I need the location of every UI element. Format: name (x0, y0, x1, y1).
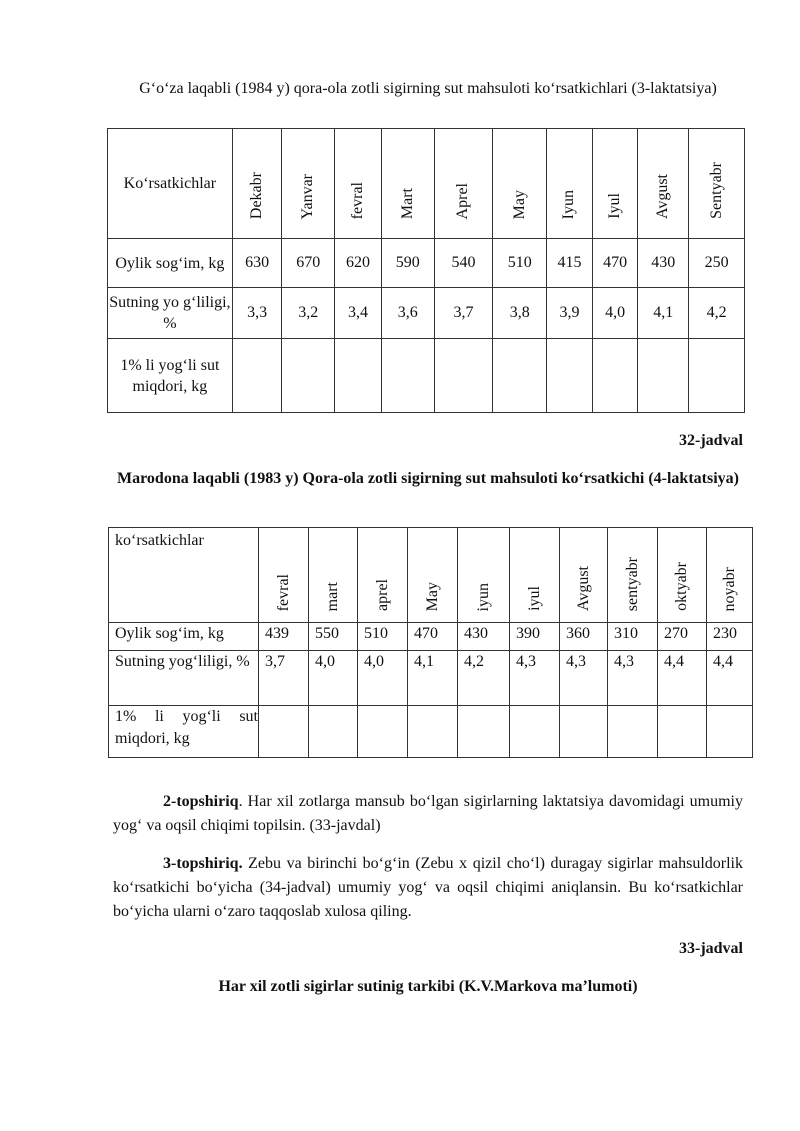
table2-row (109, 706, 753, 758)
table1-cell: 415 (547, 239, 593, 288)
task2-label: 2-topshiriq (163, 793, 239, 810)
table2-month-header (560, 528, 608, 623)
table1-cell (592, 339, 638, 413)
table1-cell (335, 339, 382, 413)
table1-row-label: Sutning yo g‘liligi, % (108, 288, 233, 339)
table2-cell: 4,4 (707, 651, 753, 706)
table1-cell (381, 339, 434, 413)
table2-row-label: Sutning yog‘liligi, % (109, 651, 259, 706)
table2-month-header (608, 528, 658, 623)
table1-row (108, 288, 745, 339)
table1-header-label: Ko‘rsatkichlar (108, 129, 233, 239)
table1 (107, 128, 745, 413)
table1-month: Avgust (654, 173, 672, 219)
table2 (108, 527, 753, 758)
table1-month-header (232, 129, 282, 239)
task2-paragraph (113, 790, 743, 838)
table2-cell: 4,2 (458, 651, 510, 706)
table1-header-row (108, 129, 745, 239)
table1-month-header (381, 129, 434, 239)
table1-cell (493, 339, 547, 413)
table1-month-header (547, 129, 593, 239)
table1-cell: 510 (493, 239, 547, 288)
table2-cell: 430 (458, 623, 510, 651)
table2-row (109, 651, 753, 706)
table1-cell (547, 339, 593, 413)
table2-cell (560, 706, 608, 758)
table1-month-header (689, 129, 745, 239)
table2-cell: 4,3 (560, 651, 608, 706)
table2-month: aprel (373, 579, 391, 611)
table1-cell: 4,0 (592, 288, 638, 339)
table2-row-label: 1% li yog‘li sut miqdori, kg (109, 706, 259, 758)
table2-cell: 4,0 (309, 651, 358, 706)
table2-month-header (259, 528, 309, 623)
table2-row-label: Oylik sog‘im, kg (109, 623, 259, 651)
table1-row (108, 339, 745, 413)
table1-cell: 3,3 (232, 288, 282, 339)
table2-cell: 470 (408, 623, 458, 651)
table2-cell (408, 706, 458, 758)
table1-cell: 3,9 (547, 288, 593, 339)
table2-cell (358, 706, 408, 758)
table2-cell (259, 706, 309, 758)
table1-cell (282, 339, 335, 413)
table1-cell: 670 (282, 239, 335, 288)
table1-cell: 630 (232, 239, 282, 288)
table1-row (108, 239, 745, 288)
table2-month: Avgust (574, 565, 592, 611)
table2-month: iyul (525, 586, 543, 611)
table2-month: fevral (274, 573, 292, 611)
table2-month-header (707, 528, 753, 623)
table1-month-header (493, 129, 547, 239)
table1-title: G‘o‘za laqabli (1984 y) qora-ola zotli sigirning sut mahsuloti ko‘rsatkichlari (3-laktatsiya) (139, 80, 717, 97)
table2-cell: 4,0 (358, 651, 408, 706)
table1-month: Aprel (454, 182, 472, 219)
table1-cell: 3,4 (335, 288, 382, 339)
table2-cell (707, 706, 753, 758)
table1-month-header (434, 129, 493, 239)
table1-month: May (510, 189, 528, 219)
table2-cell: 4,3 (510, 651, 560, 706)
table1-cell (232, 339, 282, 413)
table2-cell: 4,1 (408, 651, 458, 706)
table1-cell: 620 (335, 239, 382, 288)
table2-cell (458, 706, 510, 758)
table2-month: mart (324, 581, 341, 611)
table2-month: May (423, 581, 441, 611)
table1-month-header (592, 129, 638, 239)
table2-title: Marodona laqabli (1983 y) Qora-ola zotli sigirning sut mahsuloti ko‘rsatkichi (4-laktatsiya) (117, 470, 739, 487)
table2-row (109, 623, 753, 651)
table1-cell (434, 339, 493, 413)
table1-month-header (335, 129, 382, 239)
table1-cell: 540 (434, 239, 493, 288)
table1-cell: 430 (638, 239, 689, 288)
table2-cell (309, 706, 358, 758)
table2-header-label: ko‘rsatkichlar (109, 528, 259, 623)
table2-cell: 4,4 (658, 651, 707, 706)
table1-month: Sentyabr (707, 162, 725, 219)
table2-month-header (309, 528, 358, 623)
table2-cell (510, 706, 560, 758)
table3-title: Har xil zotli sigirlar sutinig tarkibi (K.V.Markova ma’lumoti) (218, 978, 638, 995)
table2-cell: 230 (707, 623, 753, 651)
table1-cell: 3,8 (493, 288, 547, 339)
table2-month-header (358, 528, 408, 623)
table1-month: Iyul (606, 193, 624, 219)
table1-month-header (282, 129, 335, 239)
table2-cell: 3,7 (259, 651, 309, 706)
table1-month: Yanvar (299, 173, 317, 219)
table2-month-header (510, 528, 560, 623)
task2-text: . Har xil zotlarga mansub bo‘lgan sigirlarning laktatsiya davomidagi umumiy yog‘ va oqsil chiqimi topilsin. (33-javdal) (113, 793, 743, 834)
table1-month-header (638, 129, 689, 239)
table1-cell: 3,7 (434, 288, 493, 339)
table1-cell: 4,2 (689, 288, 745, 339)
task3-text: Zebu va birinchi bo‘g‘in (Zebu x qizil cho‘l) duragay sigirlar mahsuldorlik ko‘rsatkichi bo‘yicha (34-jadval) umumiy yog‘ va oqsil chiqimi aniqlansin. Bu ko‘rsatkichlar bo‘yicha ularni o‘zaro taqqoslab xulosa qiling. (113, 855, 743, 920)
table1-cell: 470 (592, 239, 638, 288)
table2-month: iyun (474, 582, 492, 611)
table1-month: fevral (349, 181, 366, 219)
table2-cell: 510 (358, 623, 408, 651)
table2-cell: 270 (658, 623, 707, 651)
table2-header-row (109, 528, 753, 623)
table2-cell: 360 (560, 623, 608, 651)
table1-cell (638, 339, 689, 413)
table3-number: 33-jadval (679, 940, 743, 957)
task3-paragraph (113, 852, 743, 924)
table2-month: oktyabr (673, 562, 690, 611)
table1-cell: 4,1 (638, 288, 689, 339)
table2-cell: 439 (259, 623, 309, 651)
table1-cell (689, 339, 745, 413)
table2-cell (658, 706, 707, 758)
table1-row-label: Oylik sog‘im, kg (108, 239, 233, 288)
table2-cell: 390 (510, 623, 560, 651)
table2-month-header (458, 528, 510, 623)
table2-cell: 4,3 (608, 651, 658, 706)
table1-month: Iyun (560, 189, 578, 219)
table1-cell: 590 (381, 239, 434, 288)
table2-month-header (408, 528, 458, 623)
table2-month: noyabr (720, 566, 738, 611)
table1-cell: 3,2 (282, 288, 335, 339)
table1-cell: 3,6 (381, 288, 434, 339)
table2-month: sentyabr (623, 556, 641, 611)
task3-label: 3-topshiriq. (163, 855, 243, 872)
table2-month-header (658, 528, 707, 623)
table2-cell (608, 706, 658, 758)
table2-number: 32-jadval (679, 432, 743, 449)
table1-cell: 250 (689, 239, 745, 288)
table1-row-label: 1% li yog‘li sut miqdori, kg (108, 339, 233, 413)
table1-month: Mart (398, 187, 416, 219)
table2-cell: 310 (608, 623, 658, 651)
table2-cell: 550 (309, 623, 358, 651)
table1-month: Dekabr (248, 171, 266, 219)
